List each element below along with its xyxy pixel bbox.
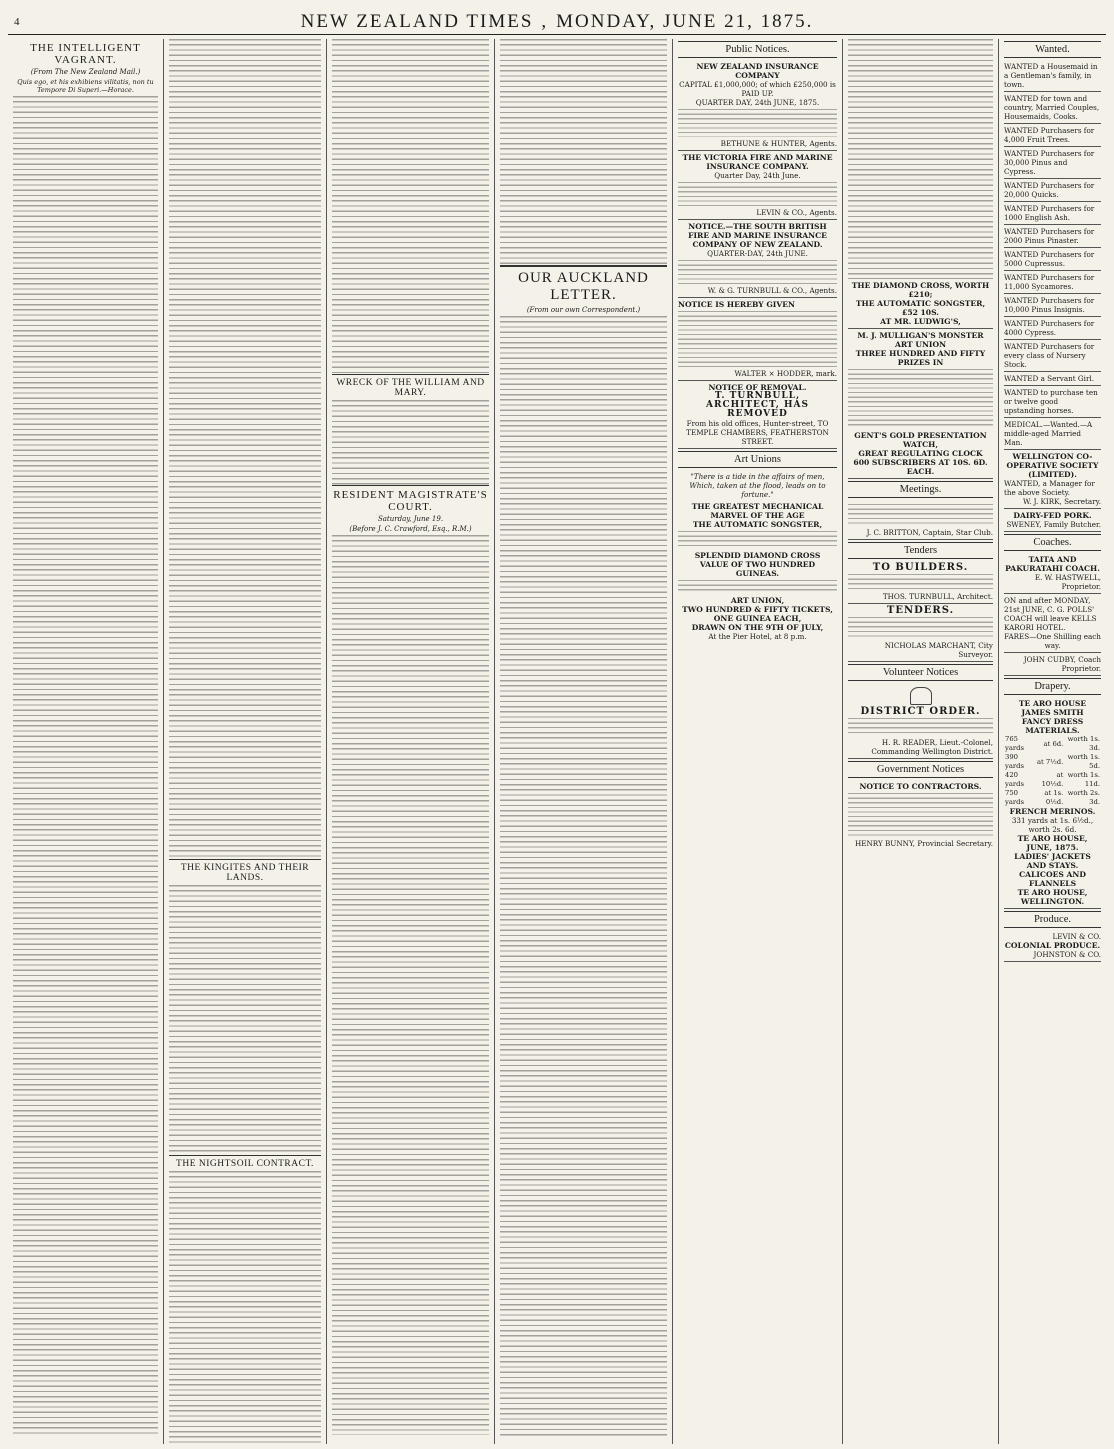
section-heading: Tenders <box>848 542 993 559</box>
contractors-notice <box>848 780 993 850</box>
article-text <box>169 1171 321 1444</box>
ad-line: 331 yards at 1s. 6½d., worth 2s. 6d. <box>1011 816 1094 834</box>
wanted-ad <box>1004 60 1101 92</box>
wanted-ad-text: WANTED Purchasers for 10,000 Pinus Insignis. <box>1004 296 1095 314</box>
column-5 <box>673 39 843 1444</box>
price-cell: at 10½d. <box>1041 771 1064 788</box>
masthead-date: MONDAY, JUNE 21, 1875. <box>556 11 814 32</box>
ad-line: FARES—One Shilling each way. <box>1004 632 1101 650</box>
masthead-title: NEW ZEALAND TIMES <box>300 11 534 32</box>
mulligan-ad <box>848 329 993 479</box>
section-heading: Government Notices <box>848 761 993 778</box>
wanted-ad-text: WANTED Purchasers for 4,000 Fruit Trees. <box>1004 126 1095 144</box>
ad-line: WANTED, a Manager for the above Society. <box>1004 479 1095 497</box>
court-dateline: Saturday, June 19. <box>377 515 444 523</box>
article-text <box>848 39 993 279</box>
ad-signature: HENRY BUNNY, Provincial Secretary. <box>855 839 993 848</box>
ad-title: FRENCH MERINOS. <box>1009 807 1096 816</box>
ad-title: M. J. MULLIGAN'S MONSTER ART UNION <box>857 331 984 349</box>
wanted-ad-text: WANTED Purchasers for 4000 Cypress. <box>1004 319 1095 337</box>
ad-line: ART UNION, <box>730 596 785 605</box>
ad-line: T. TURNBULL, ARCHITECT, HAS REMOVED <box>705 391 810 419</box>
wanted-ad <box>1004 124 1101 147</box>
ad-signature: J. C. BRITTON, Captain, Star Club. <box>866 528 993 537</box>
ad-line: SPLENDID DIAMOND CROSS <box>694 551 821 560</box>
price-cell: 420 yards <box>1005 771 1024 788</box>
column-6 <box>843 39 999 1444</box>
produce-ad <box>1004 930 1101 962</box>
district-order <box>848 683 993 759</box>
ad-line: THE AUTOMATIC SONGSTER, £52 10S. <box>855 299 986 317</box>
wanted-ad <box>1004 317 1101 340</box>
ad-title: NOTICE.—THE SOUTH BRITISH FIRE AND MARINE INSURANCE COMPANY OF NEW ZEALAND. <box>688 222 827 249</box>
ad-title: TO BUILDERS. <box>872 562 969 573</box>
ad-line: ONE GUINEA EACH, <box>713 614 802 623</box>
wanted-ad-text: WANTED Purchasers for 11,000 Sycamores. <box>1004 273 1095 291</box>
ad-line: DRAWN ON THE 9TH OF JULY, <box>691 623 824 632</box>
wanted-ad <box>1004 340 1101 372</box>
ad-title: ON and after MONDAY, 21st JUNE, C. G. POLLS' COACH will leave KELLS KARORI HOTEL. <box>1004 596 1097 632</box>
wanted-list <box>1004 60 1101 450</box>
ad-title: NEW ZEALAND INSURANCE COMPANY <box>696 62 819 80</box>
ad-signature: LEVIN & CO. <box>1052 932 1101 941</box>
price-cell: at 1s. 0½d. <box>1044 789 1064 806</box>
ad-line: GENT'S GOLD PRESENTATION WATCH, <box>854 431 987 449</box>
ad-line: THE AUTOMATIC SONGSTER, <box>692 520 823 529</box>
draper-name: JAMES SMITH <box>1021 708 1084 717</box>
columns <box>8 39 1106 1444</box>
ad-line: VALUE OF TWO HUNDRED GUINEAS. <box>699 560 816 578</box>
price-row <box>1004 753 1101 771</box>
section-heading: Volunteer Notices <box>848 664 993 681</box>
section-heading: Public Notices. <box>678 41 837 58</box>
article-text <box>332 400 489 485</box>
section-heading: Art Unions <box>678 451 837 468</box>
ad-title: NOTICE IS HEREBY GIVEN <box>678 300 795 309</box>
ad-line: QUARTER-DAY, 24th JUNE. <box>707 249 808 258</box>
newspaper-title: NEW ZEALAND TIMES , MONDAY, JUNE 21, 1875. <box>300 11 814 32</box>
wanted-ad-text: WANTED Purchasers for 30,000 Pinus and Cypress. <box>1004 149 1095 176</box>
ad-line: At the Pier Hotel, at 8 p.m. <box>708 632 807 641</box>
insurance-ad <box>678 60 837 151</box>
wanted-ad-text: WANTED Purchasers for every class of Nursery Stock. <box>1004 342 1095 369</box>
ad-title: DISTRICT ORDER. <box>860 706 981 717</box>
wanted-ad <box>1004 248 1101 271</box>
insurance-ad <box>678 220 837 298</box>
removal-notice <box>678 381 837 449</box>
wanted-ad <box>1004 225 1101 248</box>
royal-crest-icon <box>910 687 932 705</box>
ad-title: NOTICE OF REMOVAL. <box>708 383 807 392</box>
article-text <box>169 39 321 859</box>
wanted-ad <box>1004 271 1101 294</box>
masthead <box>8 10 1106 35</box>
ad-title: TAITA AND PAKURATAHI COACH. <box>1005 555 1100 573</box>
wanted-ad <box>1004 147 1101 179</box>
section-heading: Wanted. <box>1004 41 1101 58</box>
price-cell: worth 1s. 5d. <box>1067 753 1100 770</box>
wanted-ad <box>1004 294 1101 317</box>
coach-ad <box>1004 553 1101 594</box>
article-text <box>169 885 321 1155</box>
court-bench: (Before J. C. Crawford, Esq., R.M.) <box>349 525 472 533</box>
price-cell: worth 2s. 3d. <box>1067 789 1100 806</box>
ad-signature: WALTER × HODDER, mark. <box>734 369 837 378</box>
wanted-ad-text: WANTED Purchasers for 2000 Pinus Pinaster. <box>1004 227 1095 245</box>
article-text <box>500 39 667 265</box>
ad-signature: BETHUNE & HUNTER, Agents. <box>720 139 837 148</box>
ad-title: WELLINGTON CO-OPERATIVE SOCIETY (LIMITED). <box>1006 452 1099 479</box>
price-row <box>1004 735 1101 753</box>
story-headline: OUR AUCKLAND LETTER. <box>518 270 649 303</box>
price-cell: 750 yards <box>1005 789 1024 806</box>
ad-line: TWO HUNDRED & FIFTY TICKETS, <box>682 605 833 614</box>
ad-signature: JOHN CUDBY, Coach Proprietor. <box>1023 655 1101 673</box>
price-cell: 765 yards <box>1005 735 1024 752</box>
ad-line: QUARTER DAY, 24th JUNE, 1875. <box>695 98 820 107</box>
story-subhead: (From The New Zealand Mail.) <box>30 68 141 76</box>
tender-notice <box>848 604 993 662</box>
ad-signature: SWENEY, Family Butcher. <box>1006 520 1101 529</box>
insurance-ad <box>678 151 837 220</box>
ad-line: THE DIAMOND CROSS, WORTH £210; <box>851 281 990 299</box>
wanted-ad <box>1004 418 1101 450</box>
drapery-ad <box>1004 697 1101 909</box>
ad-signature: W. J. KIRK, Secretary. <box>1022 497 1101 506</box>
story-headline: RESIDENT MAGISTRATE'S COURT. <box>333 489 488 513</box>
wanted-ad <box>1004 179 1101 202</box>
wanted-ad-text: WANTED Purchasers for 1000 English Ash. <box>1004 204 1095 222</box>
wanted-ad-text: WANTED to purchase ten or twelve good upstanding horses. <box>1004 388 1098 415</box>
wanted-ad-text: WANTED a Housemaid in a Gentleman's family, in town. <box>1004 62 1098 89</box>
ad-title: FANCY DRESS MATERIALS. <box>1021 717 1084 735</box>
meeting-notice <box>848 500 993 540</box>
column-2 <box>164 39 327 1444</box>
ad-signature: THOS. TURNBULL, Architect. <box>882 592 993 601</box>
notice-ad <box>678 298 837 381</box>
tender-notice <box>848 561 993 604</box>
wanted-ad-text: WANTED Purchasers for 5000 Cupressus. <box>1004 250 1095 268</box>
price-cell: at 7½d. <box>1036 757 1064 766</box>
ad-title: THE GREATEST MECHANICAL MARVEL OF THE AGE <box>691 502 824 520</box>
art-union-ad <box>678 470 837 643</box>
article-text <box>332 535 489 1435</box>
story-headline: WRECK OF THE WILLIAM AND MARY. <box>336 378 485 398</box>
ad-title: THE VICTORIA FIRE AND MARINE INSURANCE COMPANY. <box>682 153 833 171</box>
ad-line: From his old offices, Hunter-street, TO TEMPLE CHAMBERS, FEATHERSTON STREET. <box>686 419 829 446</box>
price-cell: 390 yards <box>1005 753 1024 770</box>
ad-line: AT MR. LUDWIG'S, <box>880 317 961 326</box>
price-table <box>1004 735 1101 807</box>
ad-signature: TE ARO HOUSE, WELLINGTON. <box>1017 888 1088 906</box>
ad-signature: LEVIN & CO., Agents. <box>756 208 837 217</box>
dairy-ad <box>1004 509 1101 532</box>
page-number: 4 <box>14 16 20 28</box>
column-7 <box>999 39 1106 1444</box>
epigraph: Quis ego, et his exhibiens vilitatis, non tu Tempore Di Superi.—Horace. <box>17 78 154 94</box>
price-cell: at 6d. <box>1043 739 1064 748</box>
wanted-ad-text: MEDICAL.—Wanted.—A middle-aged Married Man. <box>1004 420 1093 447</box>
column-4 <box>495 39 673 1444</box>
shop-name: TE ARO HOUSE <box>1018 699 1087 708</box>
price-row <box>1004 789 1101 807</box>
ad-quote: "There is a tide in the affairs of men, Which, taken at the flood, leads on to fortune." <box>689 472 826 499</box>
article-text <box>13 96 158 1436</box>
ad-line: GREAT REGULATING CLOCK <box>858 449 983 458</box>
price-cell: worth 1s. 3d. <box>1067 735 1100 752</box>
coop-ad <box>1004 450 1101 509</box>
ad-line: CAPITAL £1,000,000; of which £250,000 is PAID UP. <box>679 80 836 98</box>
section-heading: Produce. <box>1004 911 1101 928</box>
wanted-ad-text: WANTED Purchasers for 20,000 Quicks. <box>1004 181 1095 199</box>
wanted-ad <box>1004 372 1101 386</box>
ad-signature: JOHNSTON & CO. <box>1033 950 1101 959</box>
ad-title: CALICOES AND FLANNELS <box>1019 870 1086 888</box>
wanted-ad-text: WANTED for town and country, Married Couples, Housemaids, Cooks. <box>1004 94 1100 121</box>
ad-line: Quarter Day, 24th June. <box>714 171 801 180</box>
wanted-ad-text: WANTED a Servant Girl. <box>1004 374 1094 383</box>
price-row <box>1004 771 1101 789</box>
section-heading: Drapery. <box>1004 678 1101 695</box>
section-heading: Coaches. <box>1004 534 1101 551</box>
ad-signature: NICHOLAS MARCHANT, City Surveyor. <box>884 641 993 659</box>
story-headline: THE KINGITES AND THEIR LANDS. <box>180 863 310 883</box>
wanted-ad <box>1004 202 1101 225</box>
ad-title: LADIES' JACKETS AND STAYS. <box>1014 852 1091 870</box>
ad-line: THREE HUNDRED AND FIFTY PRIZES IN <box>855 349 986 367</box>
ad-signature: H. R. READER, Lieut.-Colonel, Commanding Wellington District. <box>871 738 993 756</box>
article-text <box>332 39 489 374</box>
art-union-prizes <box>848 279 993 329</box>
article-text <box>500 316 667 1436</box>
story-subhead: (From our own Correspondent.) <box>526 306 641 314</box>
wanted-ad <box>1004 92 1101 124</box>
ad-title: DAIRY-FED PORK. <box>1013 511 1092 520</box>
column-1 <box>8 39 164 1444</box>
ad-signature: E. W. HASTWELL, Proprietor. <box>1034 573 1101 591</box>
coach-ad <box>1004 653 1101 676</box>
ad-line: 600 SUBSCRIBERS AT 10S. 6D. EACH. <box>853 458 988 476</box>
section-heading: Meetings. <box>848 481 993 498</box>
story-headline: THE INTELLIGENT VAGRANT. <box>30 42 141 66</box>
ad-title: NOTICE TO CONTRACTORS. <box>859 782 982 791</box>
ad-title: COLONIAL PRODUCE. <box>1004 941 1101 950</box>
ad-title: TENDERS. <box>886 605 955 616</box>
ad-line: TE ARO HOUSE, JUNE, 1875. <box>1017 834 1088 852</box>
wanted-ad <box>1004 386 1101 418</box>
ad-signature: W. & G. TURNBULL & CO., Agents. <box>707 286 837 295</box>
price-cell: worth 1s. 11d. <box>1067 771 1100 788</box>
coach-ad <box>1004 594 1101 653</box>
column-3 <box>327 39 495 1444</box>
story-headline: THE NIGHTSOIL CONTRACT. <box>176 1159 314 1169</box>
